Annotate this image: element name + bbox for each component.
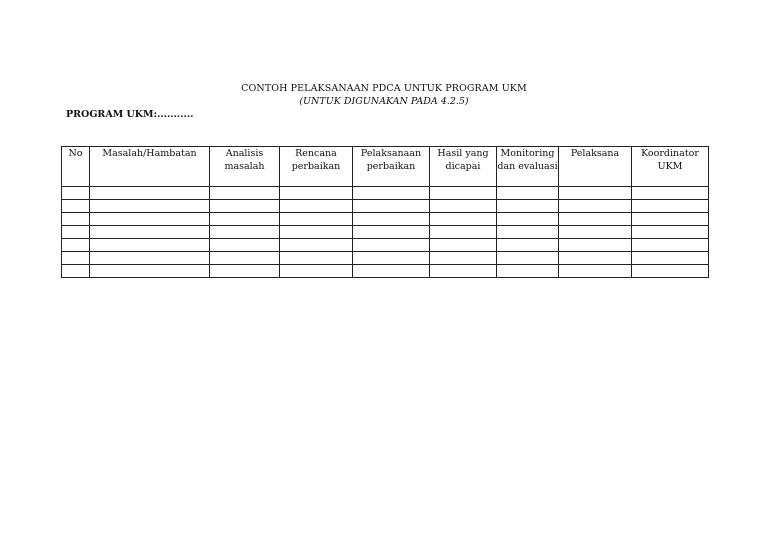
header-rencana-perbaikan: Rencana perbaikan xyxy=(280,147,353,187)
table-cell[interactable] xyxy=(430,252,497,265)
table-row xyxy=(62,239,709,252)
table-cell[interactable] xyxy=(280,187,353,200)
table-body xyxy=(62,187,709,278)
table-cell[interactable] xyxy=(90,226,210,239)
table-cell[interactable] xyxy=(430,226,497,239)
table-cell[interactable] xyxy=(280,265,353,278)
table-cell[interactable] xyxy=(62,213,90,226)
table-row xyxy=(62,187,709,200)
table-cell[interactable] xyxy=(62,187,90,200)
header-hasil-yang-dicapai: Hasil yang dicapai xyxy=(430,147,497,187)
table-cell[interactable] xyxy=(632,213,709,226)
table-cell[interactable] xyxy=(90,239,210,252)
table-cell[interactable] xyxy=(559,265,632,278)
table-cell[interactable] xyxy=(430,213,497,226)
table-cell[interactable] xyxy=(210,200,280,213)
table-cell[interactable] xyxy=(90,265,210,278)
table-cell[interactable] xyxy=(62,239,90,252)
table-cell[interactable] xyxy=(280,252,353,265)
program-label: PROGRAM UKM:........... xyxy=(66,109,194,120)
table-cell[interactable] xyxy=(632,239,709,252)
table-cell[interactable] xyxy=(353,226,430,239)
table-cell[interactable] xyxy=(632,265,709,278)
table-cell[interactable] xyxy=(559,187,632,200)
table-cell[interactable] xyxy=(62,226,90,239)
table-row xyxy=(62,213,709,226)
table-cell[interactable] xyxy=(559,239,632,252)
table-cell[interactable] xyxy=(430,265,497,278)
table-cell[interactable] xyxy=(62,265,90,278)
table-cell[interactable] xyxy=(497,200,559,213)
table-cell[interactable] xyxy=(353,200,430,213)
table-cell[interactable] xyxy=(210,252,280,265)
table-row xyxy=(62,200,709,213)
table-row xyxy=(62,265,709,278)
table-cell[interactable] xyxy=(632,252,709,265)
document-subtitle: (UNTUK DIGUNAKAN PADA 4.2.5) xyxy=(299,96,469,107)
table-cell[interactable] xyxy=(90,200,210,213)
table-cell[interactable] xyxy=(559,252,632,265)
table-cell[interactable] xyxy=(210,187,280,200)
table-cell[interactable] xyxy=(353,239,430,252)
table-cell[interactable] xyxy=(210,213,280,226)
table-cell[interactable] xyxy=(62,200,90,213)
table-cell[interactable] xyxy=(210,265,280,278)
table-cell[interactable] xyxy=(497,226,559,239)
table-row xyxy=(62,252,709,265)
table-cell[interactable] xyxy=(632,226,709,239)
table-cell[interactable] xyxy=(280,213,353,226)
header-no: No xyxy=(62,147,90,187)
table-cell[interactable] xyxy=(280,239,353,252)
table-cell[interactable] xyxy=(559,213,632,226)
table-cell[interactable] xyxy=(632,187,709,200)
table-header-row xyxy=(62,147,709,187)
table-cell[interactable] xyxy=(280,226,353,239)
table-row xyxy=(62,226,709,239)
table-cell[interactable] xyxy=(210,226,280,239)
table-cell[interactable] xyxy=(210,239,280,252)
table-cell[interactable] xyxy=(90,213,210,226)
table-cell[interactable] xyxy=(497,265,559,278)
table-cell[interactable] xyxy=(430,239,497,252)
table-cell[interactable] xyxy=(497,239,559,252)
table-cell[interactable] xyxy=(280,200,353,213)
table-cell[interactable] xyxy=(559,226,632,239)
table-cell[interactable] xyxy=(90,187,210,200)
header-pelaksana: Pelaksana xyxy=(559,147,632,187)
table-cell[interactable] xyxy=(497,252,559,265)
document-title: CONTOH PELAKSANAAN PDCA UNTUK PROGRAM UKM xyxy=(241,83,527,94)
header-pelaksanaan-perbaikan: Pelaksanaan perbaikan xyxy=(353,147,430,187)
header-koordinator-ukm: Koordinator UKM xyxy=(632,147,709,187)
table-cell[interactable] xyxy=(62,252,90,265)
table-cell[interactable] xyxy=(497,187,559,200)
table-cell[interactable] xyxy=(559,200,632,213)
table-cell[interactable] xyxy=(90,252,210,265)
table-cell[interactable] xyxy=(353,252,430,265)
table-cell[interactable] xyxy=(497,213,559,226)
header-analisis-masalah: Analisis masalah xyxy=(210,147,280,187)
pdca-table xyxy=(61,146,709,278)
header-monitoring-dan-evaluasi: Monitoring dan evaluasi xyxy=(497,147,559,187)
header-masalah-hambatan: Masalah/Hambatan xyxy=(90,147,210,187)
table-cell[interactable] xyxy=(353,187,430,200)
table-cell[interactable] xyxy=(353,213,430,226)
table-cell[interactable] xyxy=(430,187,497,200)
table-cell[interactable] xyxy=(353,265,430,278)
table-cell[interactable] xyxy=(632,200,709,213)
table-cell[interactable] xyxy=(430,200,497,213)
